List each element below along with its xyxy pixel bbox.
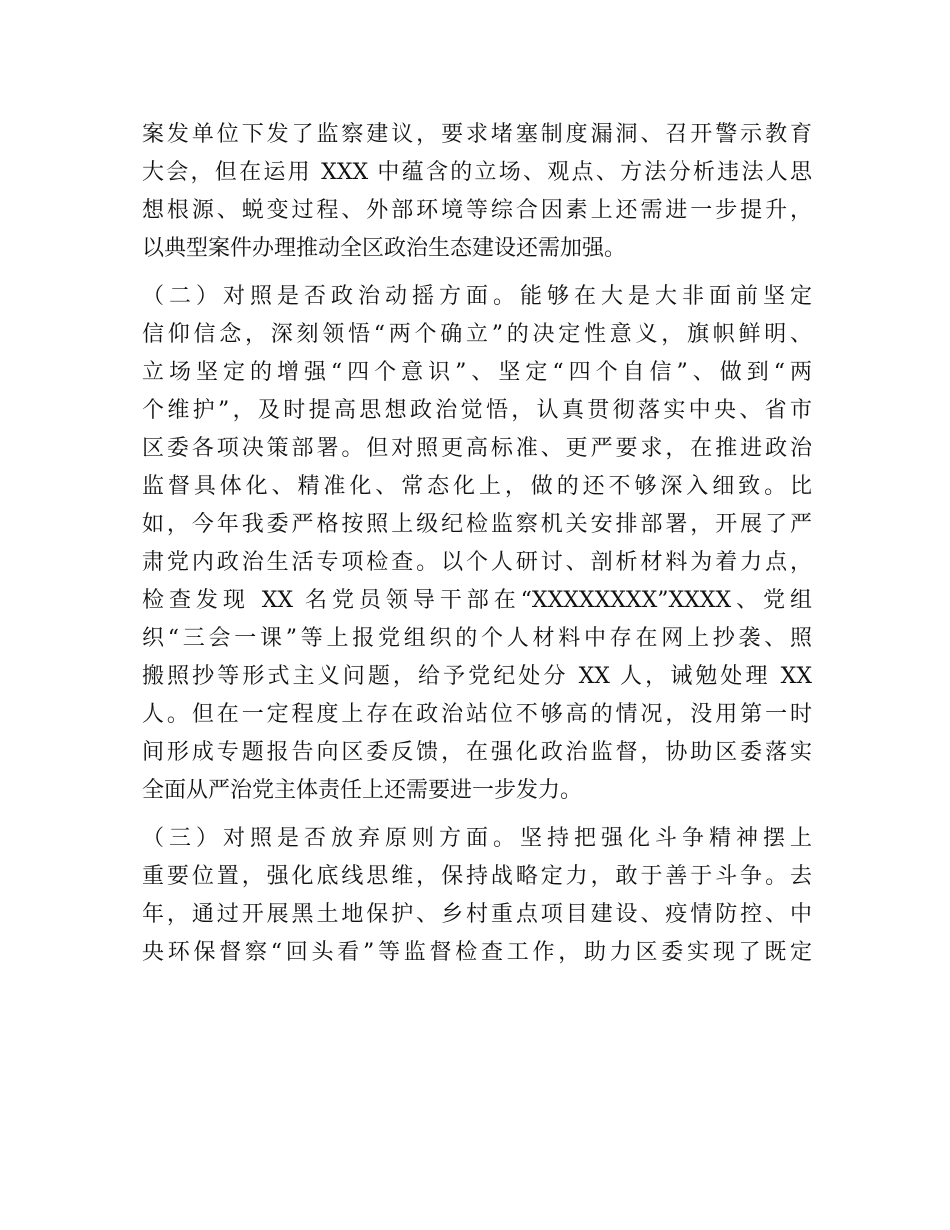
document-body	[142, 116, 812, 982]
text-line: 以典型案件办理推动全区政治生态建设还需加强。	[142, 236, 627, 261]
text-line: 大会，但在运用 XXX 中蕴含的立场、观点、方法分析违法人思	[142, 160, 812, 185]
text-line: 监督具体化、精准化、常态化上，做的还不够深入细致。比	[142, 474, 812, 499]
text-line: 案发单位下发了监察建议，要求堵塞制度漏洞、召开警示教育	[142, 122, 812, 147]
text-line: 信仰信念，深刻领悟“两个确立”的决定性意义，旗帜鲜明、	[142, 322, 812, 347]
text-line: 央环保督察“回头看”等监督检查工作，助力区委实现了既定	[142, 940, 812, 965]
text-line: 个维护”，及时提高思想政治觉悟，认真贯彻落实中央、省市	[142, 398, 812, 423]
text-line: 人。但在一定程度上存在政治站位不够高的情况，没用第一时	[142, 702, 812, 727]
text-line: 重要位置，强化底线思维，保持战略定力，敢于善于斗争。去	[142, 864, 812, 889]
paragraph-2	[142, 278, 812, 810]
text-line: 间形成专题报告向区委反馈，在强化政治监督，协助区委落实	[142, 740, 812, 765]
text-line: （二）对照是否政治动摇方面。能够在大是大非面前坚定	[142, 284, 812, 309]
text-line: 如，今年我委严格按照上级纪检监察机关安排部署，开展了严	[142, 512, 812, 537]
text-line: 想根源、蜕变过程、外部环境等综合因素上还需进一步提升，	[142, 198, 812, 223]
text-line: 肃党内政治生活专项检查。以个人研讨、剖析材料为着力点，	[142, 550, 812, 575]
paragraph-3	[142, 820, 812, 972]
paragraph-1	[142, 116, 812, 268]
text-line: 检查发现 XX 名党员领导干部在“XXXXXXXX”XXXX、党组	[142, 588, 812, 613]
text-line: 区委各项决策部署。但对照更高标准、更严要求，在推进政治	[142, 436, 812, 461]
text-line: （三）对照是否放弃原则方面。坚持把强化斗争精神摆上	[142, 826, 812, 851]
text-line: 年，通过开展黑土地保护、乡村重点项目建设、疫情防控、中	[142, 902, 812, 927]
text-line: 搬照抄等形式主义问题，给予党纪处分 XX 人，诫勉处理 XX	[142, 664, 812, 689]
text-line: 织“三会一课”等上报党组织的个人材料中存在网上抄袭、照	[142, 626, 812, 651]
text-line: 全面从严治党主体责任上还需要进一步发力。	[142, 778, 583, 803]
text-line: 立场坚定的增强“四个意识”、坚定“四个自信”、做到“两	[142, 360, 812, 385]
